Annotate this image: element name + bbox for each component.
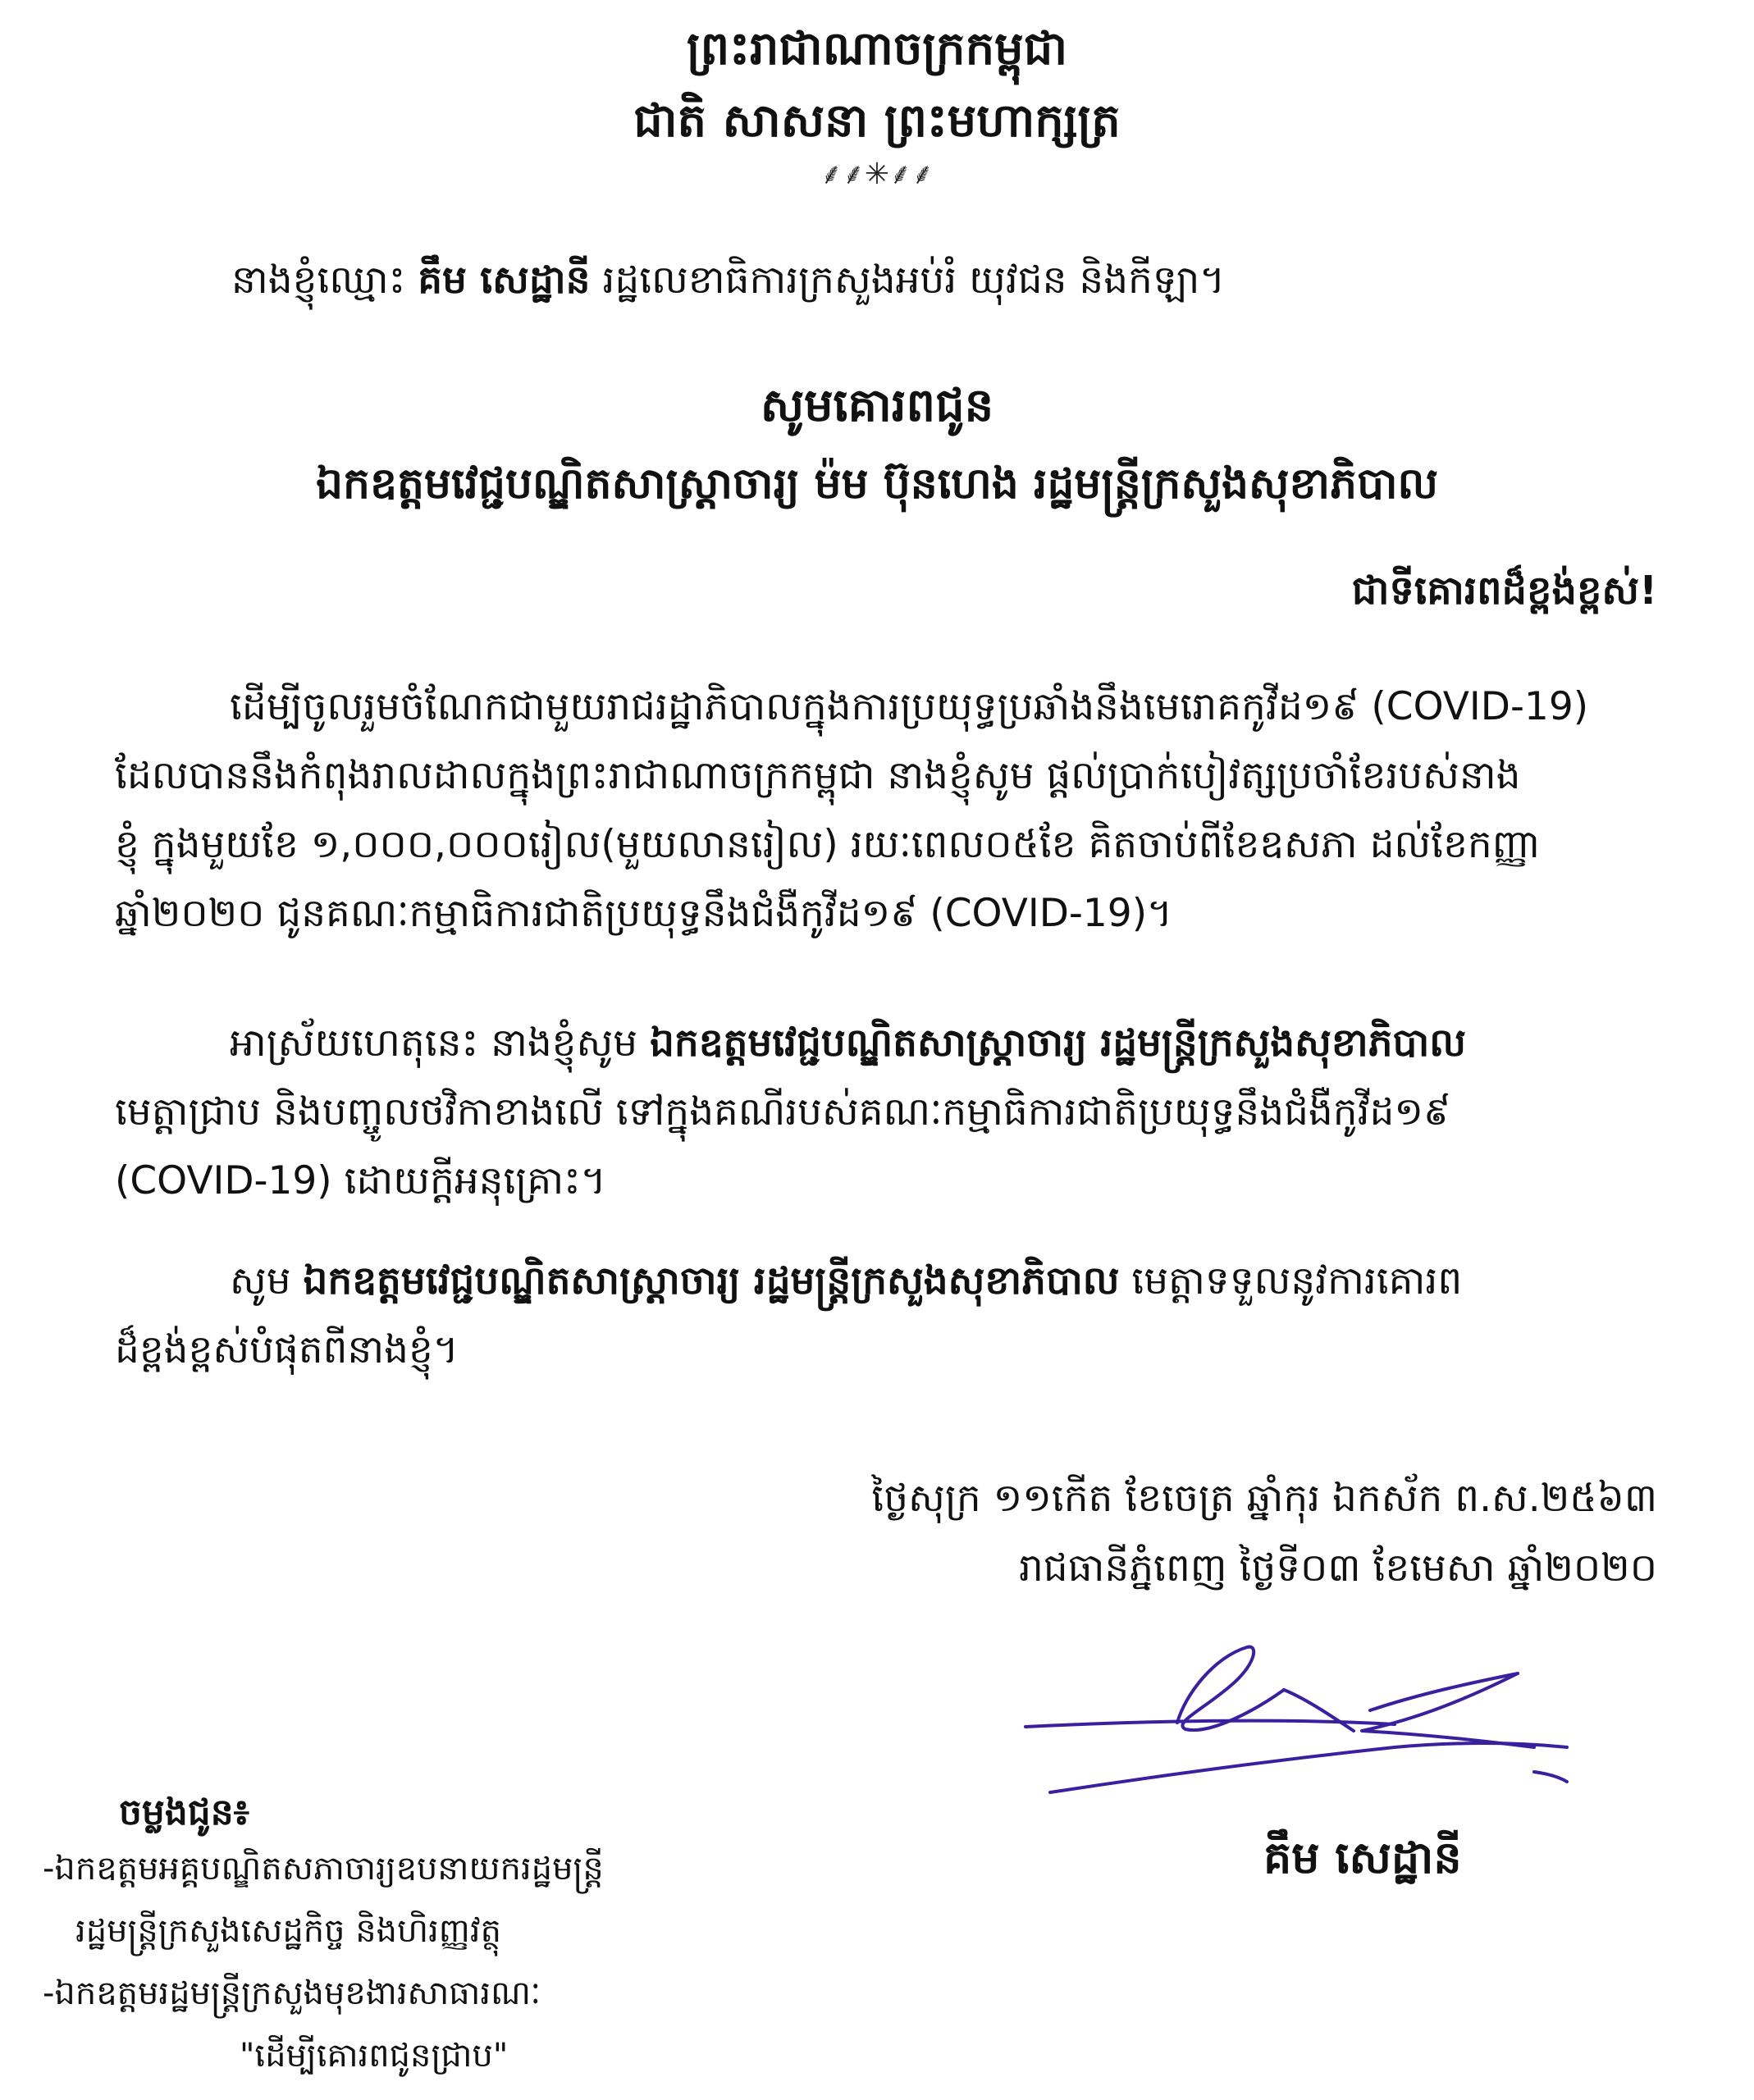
request-addressee: ឯកឧត្តមវេជ្ជបណ្ឌិតសាស្ត្រាចារ្យ រដ្ឋមន្ត្រីក្រសួងសុខាភិបាល xyxy=(650,1020,1466,1066)
sender-name: គឹម សេដ្ឋានី xyxy=(418,258,591,303)
national-motto: ជាតិ សាសនា ព្រះមហាក្សត្រ xyxy=(633,94,1121,148)
paragraph-line: (COVID-19) ដោយក្តីអនុគ្រោះ។ xyxy=(115,1158,606,1203)
paragraph-donation xyxy=(115,673,1657,948)
paragraph-line: ដែលបាននឹងកំពុងរាលដាលក្នុងព្រះរាជាណាចក្រកម្ពុជា នាងខ្ញុំសូម ផ្តល់ប្រាក់បៀវត្សប្រចាំខែរបស់នាង xyxy=(115,753,1521,798)
paragraph-closing xyxy=(115,1247,1657,1385)
paragraph-line xyxy=(115,1009,1657,1078)
closing-tail: មេត្តាទទួលនូវការគោរព xyxy=(1131,1258,1463,1303)
signer-name: គឹម សេដ្ឋានី xyxy=(1263,1832,1462,1883)
sender-prefix: នាងខ្ញុំឈ្មោះ xyxy=(231,258,406,303)
addressee-greeting: សូមគោរពជូន xyxy=(760,379,994,432)
kingdom-title: ព្រះរាជាណាចក្រកម្ពុជា xyxy=(686,22,1068,75)
date-lunar: ថ្ងៃសុក្រ ១១កើត ខែចេត្រ ឆ្នាំកុរ ឯកស័ក ព.ស.២៥៦៣ xyxy=(871,1476,1657,1521)
paragraph-line: ដ៏ខ្ពង់ខ្ពស់បំផុតពីនាងខ្ញុំ។ xyxy=(115,1327,459,1372)
sender-line xyxy=(231,246,1225,315)
copy-note: "ដើម្បីគោរពជូនជ្រាប" xyxy=(240,2037,509,2075)
date-solar: រាជធានីភ្នំពេញ ថ្ងៃទី០៣ ខែមេសា ឆ្នាំ២០២០ xyxy=(1018,1545,1657,1591)
ornament-divider: ⸙⸙✳⸙⸙ xyxy=(820,158,934,191)
request-lead: អាស្រ័យហេតុនេះ នាងខ្ញុំសូម xyxy=(230,1020,638,1066)
addressee-title: ឯកឧត្តមវេជ្ជបណ្ឌិតសាស្ត្រាចារ្យ ម៉ម ប៊ុនហេង រដ្ឋមន្ត្រីក្រសួងសុខាភិបាល xyxy=(315,459,1439,509)
copies-list xyxy=(43,1838,604,2087)
copies-heading: ចម្លងជូន៖ xyxy=(119,1792,249,1833)
paragraph-line: ឆ្នាំ២០២០ ជូនគណៈកម្មាធិការជាតិប្រយុទ្ធនឹងជំងឺកូវីដ១៩ (COVID-19)។ xyxy=(115,891,1173,936)
paragraph-line xyxy=(115,1247,1657,1316)
paragraph-request xyxy=(115,1009,1657,1216)
closing-lead: សូម xyxy=(230,1258,291,1303)
sender-role: រដ្ឋលេខាធិការក្រសួងអប់រំ យុវជន និងកីឡា។ xyxy=(602,258,1226,303)
paragraph-line: ខ្ញុំ ក្នុងមួយខែ ១,០០០,០០០រៀល(មួយលានរៀល) រយៈពេល០៥ខែ គិតចាប់ពីខែឧសភា ដល់ខែកញ្ញា xyxy=(115,822,1541,867)
paragraph-line: មេត្តាជ្រាប និងបញ្ចូលថវិកាខាងលើ ទៅក្នុងគណីរបស់គណៈកម្មាធិការជាតិប្រយុទ្ធនឹងជំងឺកូវីដ១៩ xyxy=(115,1089,1451,1134)
handwritten-signature xyxy=(1009,1632,1583,1821)
closing-addressee: ឯកឧត្តមវេជ្ជបណ្ឌិតសាស្ត្រាចារ្យ រដ្ឋមន្ត្រីក្រសួងសុខាភិបាល xyxy=(303,1258,1120,1303)
copy-recipient: រដ្ឋមន្ត្រីក្រសួងសេដ្ឋកិច្ច និងហិរញ្ញវត្ថុ xyxy=(75,1912,501,1950)
paragraph-line: ដើម្បីចូលរួមចំណែកជាមួយរាជរដ្ឋាភិបាលក្នុងការប្រយុទ្ធប្រឆាំងនឹងមេរោគកូវីដ១៩ (COVID-19) xyxy=(230,684,1589,729)
salutation: ជាទីគោរពដ៏ខ្ពង់ខ្ពស់! xyxy=(1351,568,1657,614)
copy-recipient: -ឯកឧត្តមអគ្គបណ្ឌិតសភាចារ្យឧបនាយករដ្ឋមន្ត្រី xyxy=(43,1850,604,1888)
copy-recipient: -ឯកឧត្តមរដ្ឋមន្ត្រីក្រសួងមុខងារសាធារណៈ xyxy=(43,1974,541,2012)
